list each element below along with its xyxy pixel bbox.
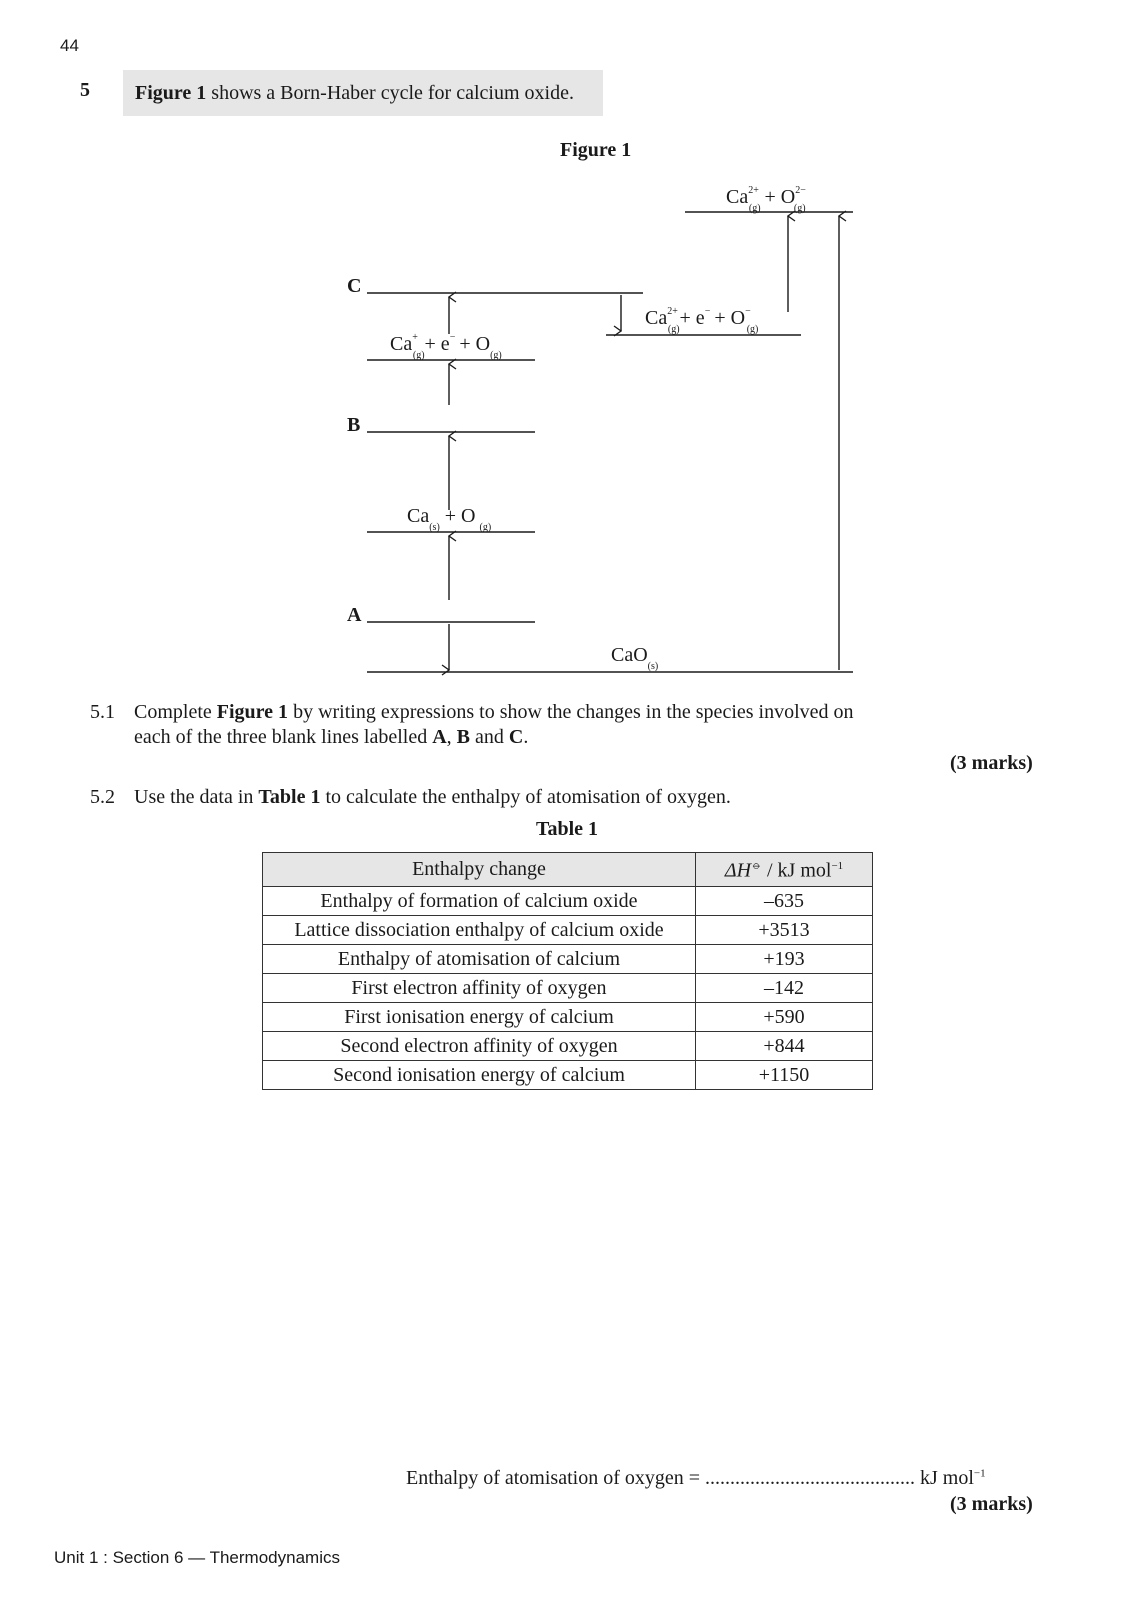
- q51-comma: ,: [446, 726, 457, 748]
- table-row: [263, 887, 873, 916]
- q51-and: and: [470, 726, 509, 748]
- enthalpy-value-cell: +1150: [696, 1061, 873, 1090]
- question-number: 5: [80, 79, 90, 101]
- answer-unit: kJ mol: [915, 1467, 974, 1489]
- enthalpy-table: [262, 852, 873, 1090]
- born-haber-diagram: [0, 0, 1131, 700]
- label-b: B: [347, 414, 361, 436]
- answer-blank[interactable]: ..........................................: [705, 1467, 916, 1489]
- figure-title: Figure 1: [560, 139, 632, 161]
- q51-bold-c: C: [508, 726, 524, 748]
- table-title: Table 1: [536, 818, 599, 840]
- enthalpy-change-cell: First ionisation energy of calcium: [263, 1003, 696, 1032]
- header-enthalpy-change: Enthalpy change: [263, 853, 696, 887]
- q51-text-1: Complete: [134, 701, 217, 723]
- enthalpy-value-cell: +844: [696, 1032, 873, 1061]
- intro-bold: Figure 1: [135, 82, 207, 104]
- species-ca-plus-e-o: Ca+ $(g)+ e^- + O_{(g)}$: [390, 332, 502, 361]
- q51-bold-a: A: [432, 726, 447, 748]
- enthalpy-value-cell: +193: [696, 945, 873, 974]
- enthalpy-change-cell: Second ionisation energy of calcium: [263, 1061, 696, 1090]
- header-unit: / kJ mol: [761, 859, 832, 882]
- q51-period: .: [523, 726, 529, 748]
- q52-text-bold: Table 1: [258, 786, 321, 808]
- answer-label: Enthalpy of atomisation of oxygen =: [406, 1467, 706, 1489]
- table-header-row: [263, 853, 873, 887]
- enthalpy-value-cell: +590: [696, 1003, 873, 1032]
- enthalpy-value-cell: –635: [696, 887, 873, 916]
- species-ca2-e-o: $Ca^{2+}$ (g)+ e− + O− (g): [645, 306, 759, 335]
- q51-text-bold: Figure 1: [216, 701, 289, 723]
- q52-marks: (3 marks): [950, 1493, 1033, 1515]
- intro-text: shows a Born-Haber cycle for calcium oxide.: [206, 82, 574, 104]
- species-ca-o: $Ca_{(s)}+ O_{(g)}$: [407, 505, 492, 533]
- q52-text: [134, 785, 894, 810]
- label-c: C: [347, 275, 362, 297]
- enthalpy-value-cell: +3513: [696, 916, 873, 945]
- header-delta-h: [696, 853, 873, 887]
- q52-number: 5.2: [90, 786, 115, 808]
- answer-line: [406, 1467, 986, 1490]
- table-row: [263, 1003, 873, 1032]
- q51-marks: (3 marks): [950, 752, 1033, 774]
- enthalpy-value-cell: –142: [696, 974, 873, 1003]
- q52-text-2: to calculate the enthalpy of atomisation of oxygen.: [320, 786, 731, 808]
- q51-text: [134, 700, 894, 750]
- table-row: [263, 945, 873, 974]
- enthalpy-change-cell: First electron affinity of oxygen: [263, 974, 696, 1003]
- table-row: [263, 1061, 873, 1090]
- enthalpy-change-cell: Second electron affinity of oxygen: [263, 1032, 696, 1061]
- header-delta-h-symbol: ΔH: [724, 859, 752, 882]
- answer-unit-exp: −1: [973, 1467, 986, 1480]
- table-row: [263, 974, 873, 1003]
- q51-text-3: each of the three blank lines labelled: [134, 726, 433, 748]
- species-cao: CaO$_{(s)}$: [611, 644, 659, 672]
- standard-state-icon: ⦵: [751, 856, 762, 872]
- enthalpy-change-cell: Enthalpy of formation of calcium oxide: [263, 887, 696, 916]
- enthalpy-change-cell: Lattice dissociation enthalpy of calcium oxide: [263, 916, 696, 945]
- q52-text-1: Use the data in: [134, 786, 259, 808]
- page-number: 44: [60, 36, 79, 55]
- table-row: [263, 916, 873, 945]
- species-top: $Ca^{2+}$ $(g)+ O^{2-}$ (g): [726, 185, 806, 214]
- table-row: [263, 1032, 873, 1061]
- label-a: A: [347, 604, 362, 626]
- q51-bold-b: B: [456, 726, 470, 748]
- enthalpy-change-cell: Enthalpy of atomisation of calcium: [263, 945, 696, 974]
- q51-number: 5.1: [90, 701, 115, 723]
- header-unit-exp: −1: [831, 859, 844, 872]
- page-footer: Unit 1 : Section 6 — Thermodynamics: [54, 1548, 340, 1567]
- q51-text-2: by writing expressions to show the changes in the species involved on: [288, 701, 854, 723]
